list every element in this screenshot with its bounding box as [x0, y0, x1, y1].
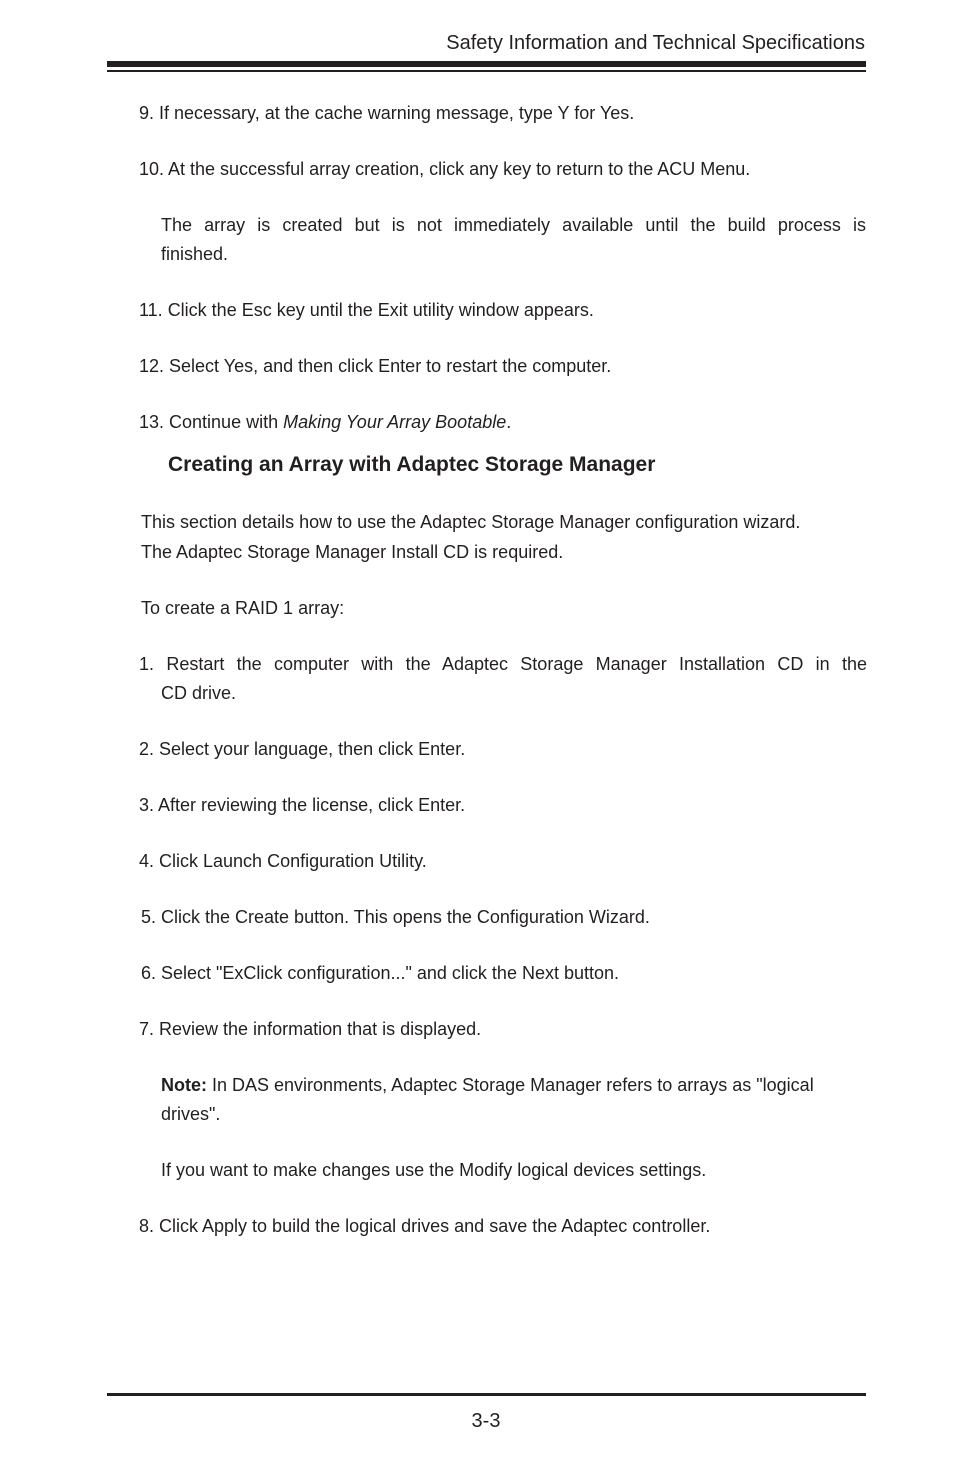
build-note-line-2: finished. [161, 244, 229, 264]
header-rule-thick [107, 61, 866, 67]
build-note-line-1: The array is created but is not immediately available until the build process is [161, 215, 866, 235]
step-13-suffix: . [506, 412, 512, 432]
das-note-line-2: drives". [161, 1104, 221, 1124]
asm-step-3: 3. After reviewing the license, click Enter. [139, 795, 466, 815]
das-note-line-1 [161, 1074, 814, 1096]
step-13-prefix: 13. Continue with [139, 412, 284, 432]
step-12: 12. Select Yes, and then click Enter to restart the computer. [139, 356, 612, 376]
modify-settings-line: If you want to make changes use the Modify logical devices settings. [161, 1160, 707, 1180]
asm-step-8: 8. Click Apply to build the logical drives and save the Adaptec controller. [139, 1216, 711, 1236]
intro-line-1: This section details how to use the Adaptec Storage Manager configuration wizard. [141, 512, 801, 532]
asm-step-4: 4. Click Launch Configuration Utility. [139, 851, 427, 871]
asm-step-1-line-1: 1. Restart the computer with the Adaptec Storage Manager Installation CD in the [139, 654, 867, 674]
note-label: Note: [161, 1075, 207, 1095]
header-rule-thin [107, 70, 866, 72]
step-9: 9. If necessary, at the cache warning message, type Y for Yes. [139, 103, 635, 123]
step-11: 11. Click the Esc key until the Exit utility window appears. [139, 300, 594, 320]
section-heading: Creating an Array with Adaptec Storage Manager [168, 453, 656, 476]
running-header-title: Safety Information and Technical Specifications [446, 32, 865, 54]
page-number: 3-3 [471, 1410, 501, 1432]
asm-step-2: 2. Select your language, then click Enter. [139, 739, 466, 759]
step-10: 10. At the successful array creation, click any key to return to the ACU Menu. [139, 159, 751, 179]
procedure-lead: To create a RAID 1 array: [141, 598, 345, 618]
intro-line-2: The Adaptec Storage Manager Install CD is required. [141, 542, 564, 562]
step-13 [139, 411, 511, 433]
asm-step-5: 5. Click the Create button. This opens the Configuration Wizard. [141, 907, 650, 927]
asm-step-6: 6. Select "ExClick configuration..." and click the Next button. [141, 963, 620, 983]
asm-step-7: 7. Review the information that is displayed. [139, 1019, 482, 1039]
das-note-text: In DAS environments, Adaptec Storage Manager refers to arrays as "logical [207, 1075, 814, 1095]
step-13-reference: Making Your Array Bootable [283, 412, 507, 432]
footer-rule [107, 1393, 866, 1396]
asm-step-1-line-2: CD drive. [161, 683, 237, 703]
